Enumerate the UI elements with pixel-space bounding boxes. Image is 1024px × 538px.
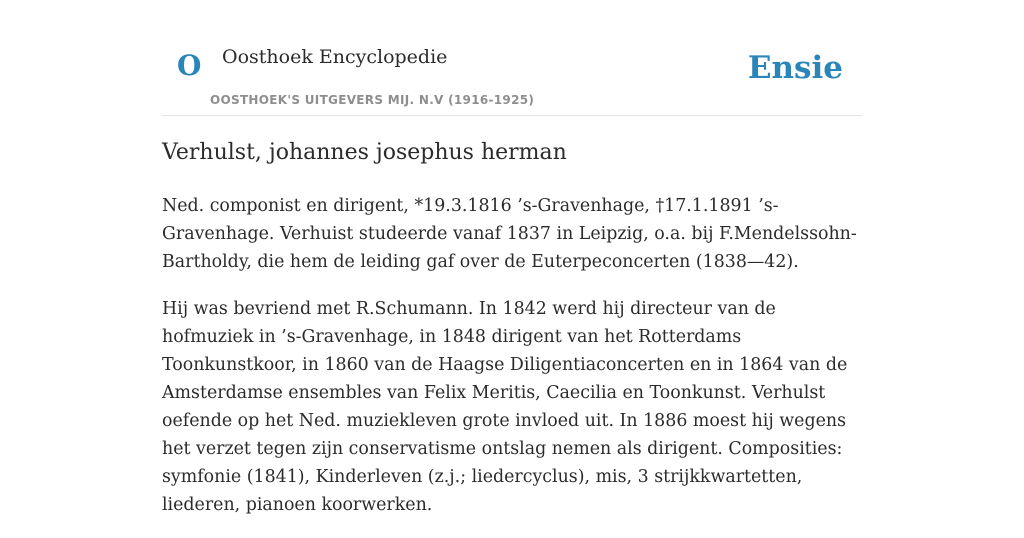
entry-title: Verhulst, johannes josephus herman (162, 140, 567, 165)
source-header (162, 0, 862, 116)
source-publisher: OOSTHOEK'S UITGEVERS MIJ. N.V (1916-1925) (210, 93, 535, 107)
encyclopedia-card (162, 0, 862, 515)
entry-paragraph: Ned. componist en dirigent, *19.3.1816 ’s-Gravenhage, †17.1.1891 ’s-Gravenhage. Verhuist studeerde vanaf 1837 in Leipzig, o.a. bij F.Mendelssohn-Bartholdy, die hem de leiding gaf over de Euterpeconcerten (1838—42). (162, 196, 857, 272)
source-logo[interactable]: O (177, 49, 202, 82)
entry-paragraph: Hij was bevriend met R.Schumann. In 1842 werd hij directeur van de hofmuziek in ’s-Gravenhage, in 1848 dirigent van het Rotterdams Toonkunstkoor, in 1860 van de Haagse Diligentiaconcerten en in 1864 van de Amsterdamse ensembles van Felix Meritis, Caecilia en Toonkunst. Verhulst oefende op het Ned. muziekleven grote invloed uit. In 1886 moest hij wegens het verzet tegen zijn conservatisme ontslag nemen als dirigent. Composities: symfonie (1841), Kinderleven (z.j.; liedercyclus), mis, 3 strijkkwartetten, liederen, pianoen koorwerken. (162, 299, 848, 515)
source-title[interactable]: Oosthoek Encyclopedie (222, 46, 448, 68)
entry-body (162, 192, 862, 538)
ensie-logo[interactable]: Ensie (747, 50, 843, 86)
